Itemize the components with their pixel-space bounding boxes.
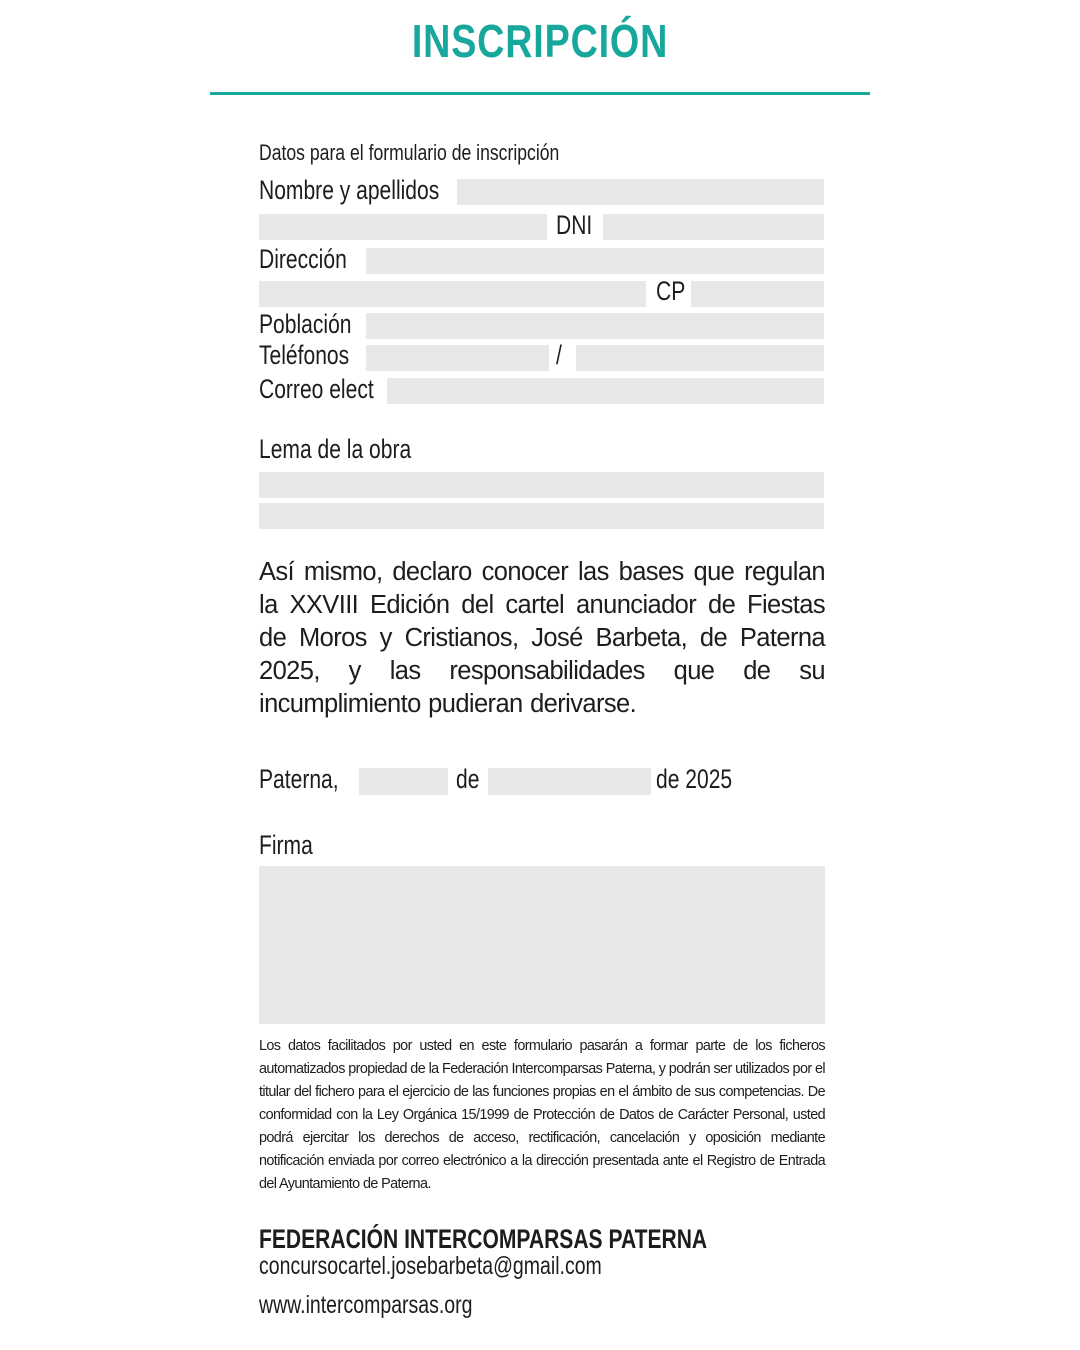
nombre-label: Nombre y apellidos <box>259 175 440 205</box>
nombre-field[interactable] <box>457 179 824 205</box>
form-section-label: Datos para el formulario de inscripción <box>259 140 560 165</box>
telefonos-label: Teléfonos <box>259 340 350 370</box>
declaration-paragraph: Así mismo, declaro conocer las bases que regulan la XXVIII Edición del cartel anunciador de Fiestas de Moros y Cristianos, José Barbeta, de Paterna 2025, y las responsabilidades que de su incumplimiento pudieran derivarse. <box>259 558 825 718</box>
date-year-label: de 2025 <box>656 764 733 794</box>
page-title: INSCRIPCIÓN <box>411 15 669 67</box>
direccion-field-line2[interactable] <box>259 281 646 307</box>
dni-field[interactable] <box>603 214 824 240</box>
poblacion-field[interactable] <box>366 313 824 339</box>
date-day-field[interactable] <box>359 768 448 795</box>
firma-label: Firma <box>259 830 313 860</box>
signature-box[interactable] <box>259 866 825 1024</box>
telefono-1-field[interactable] <box>366 345 549 371</box>
footer-email[interactable]: concursocartel.josebarbeta@gmail.com <box>259 1252 602 1280</box>
date-month-field[interactable] <box>488 768 651 795</box>
lema-field-line1[interactable] <box>259 472 824 498</box>
legal-notice: Los datos facilitados por usted en este formulario pasarán a formar parte de los ficheros automatizados propiedad de la Federación Intercomparsas Paterna, y podrán ser utilizados por el titular del fichero para el ejercicio de las funciones propias en el ámbito de sus competencias. De conformidad con la Ley Orgánica 15/1999 de Protección de Datos de Carácter Personal, usted podrá ejercitar los derechos de acceso, rectificación, cancelación y oposición mediante notificación enviada por correo electrónico a la dirección presentada ante el Registro de Entrada del Ayuntamiento de Paterna. <box>259 1038 825 1192</box>
date-de-label: de <box>456 764 480 794</box>
nombre-field-line2[interactable] <box>259 214 547 240</box>
footer-website[interactable]: www.intercomparsas.org <box>259 1291 473 1319</box>
lema-field-line2[interactable] <box>259 503 824 529</box>
correo-label: Correo elect <box>259 374 374 404</box>
dni-label: DNI <box>556 210 593 240</box>
direccion-label: Dirección <box>259 244 347 274</box>
lema-label: Lema de la obra <box>259 434 412 464</box>
telefonos-separator: / <box>556 340 562 370</box>
direccion-field[interactable] <box>366 248 824 274</box>
date-place-label: Paterna, <box>259 764 339 794</box>
cp-field[interactable] <box>691 281 824 307</box>
poblacion-label: Población <box>259 309 352 339</box>
cp-label: CP <box>656 276 686 306</box>
correo-field[interactable] <box>387 378 824 404</box>
title-divider <box>210 92 870 95</box>
footer-organization: FEDERACIÓN INTERCOMPARSAS PATERNA <box>259 1224 708 1254</box>
telefono-2-field[interactable] <box>576 345 824 371</box>
